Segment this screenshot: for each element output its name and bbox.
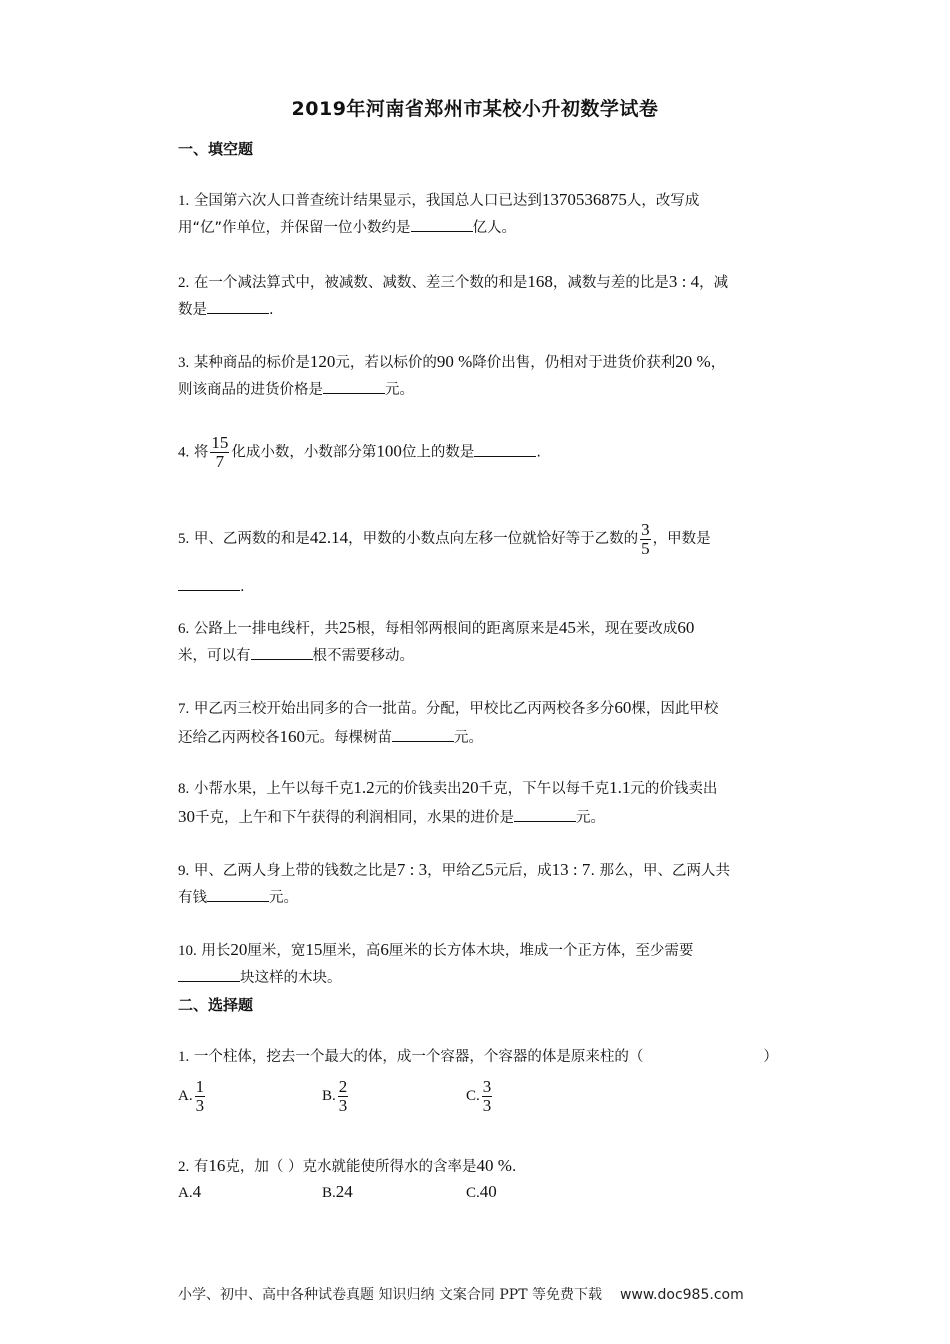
footer-url[interactable]: www.doc985.com xyxy=(619,1287,744,1303)
answer-blank[interactable] xyxy=(392,727,454,742)
question-4: 4. 将 $\frac{15}{7}$ 化成小数，小数部分第100位上的数是 . xyxy=(178,433,541,471)
page-title: 2019年河南省郑州市某校小升初数学试卷 xyxy=(291,98,659,120)
section-fill-in: 一、填空题 xyxy=(178,140,254,158)
footer-text: 小学、初中、高中各种试卷真题 知识归纳 文案合同 PPT 等免费下载 xyxy=(178,1287,602,1303)
question-6: 6. 公路上一排电线杆，共25根，每相邻两根间的距离原来是45米，现在要改成60 米，可以有 根不需要移动。 xyxy=(178,618,695,664)
question-3: 3. 某种商品的标价是120元，若以标价的90 %降价出售，仍相对于进货价获利20 %， 则该商品的进货价格是 元。 xyxy=(178,352,726,398)
question-2: 2. 在一个减法算式中，被减数、减数、差三个数的和是168，减数与差的比是3 : 4，减 数是 . xyxy=(178,272,729,318)
choice-question-1: 1. 一个柱体，挖去一个最大的体，成一个容器，个容器的体是原来柱的（ ） xyxy=(178,1049,778,1065)
section-multiple-choice: 二、选择题 xyxy=(178,996,254,1014)
answer-blank[interactable] xyxy=(178,576,240,591)
question-1: 1. 全国第六次人口普查统计结果显示，我国总人口已达到1370536875人，改写成 用“亿”作单位，并保留一位小数约是 亿人。 xyxy=(178,190,700,236)
answer-blank[interactable] xyxy=(514,807,576,822)
answer-blank[interactable] xyxy=(323,379,385,394)
option-a[interactable]: A.4 xyxy=(178,1182,202,1201)
option-c[interactable]: C. $\frac{3}{3}$ xyxy=(466,1077,492,1115)
question-10: 10. 用长20厘米，宽15厘米，高6厘米的长方体木块，堆成一个正方体，至少需要 块这样的木块。 xyxy=(178,940,694,986)
answer-blank[interactable] xyxy=(411,217,473,232)
question-index: 1. xyxy=(178,193,190,209)
option-c[interactable]: C.40 xyxy=(466,1182,497,1201)
option-b[interactable]: B. $\frac{2}{3}$ xyxy=(322,1077,348,1115)
answer-blank[interactable] xyxy=(178,967,240,982)
answer-blank[interactable] xyxy=(207,299,269,314)
option-a[interactable]: A. $\frac{1}{3}$ xyxy=(178,1077,205,1115)
answer-blank[interactable] xyxy=(207,887,269,902)
fraction: $\frac{15}{7}$ xyxy=(211,433,229,471)
choice-question-2: 2. 有16克，加（ ）克水就能使所得水的含率是40 %. xyxy=(178,1156,517,1175)
option-b[interactable]: B.24 xyxy=(322,1182,353,1201)
answer-blank[interactable] xyxy=(474,442,536,457)
fraction: $\frac{3}{5}$ xyxy=(641,519,650,558)
question-9: 9. 甲、乙两人身上带的钱数之比是7 : 3，甲给乙5元后，成13 : 7. 那么，甲、乙两人共 有钱 元。 xyxy=(178,860,731,906)
question-7: 7. 甲乙丙三校开始出同多的合一批苗。分配，甲校比乙丙两校各多分60棵，因此甲校 还给乙丙两校各160元。每棵树苗 元。 xyxy=(178,698,719,746)
question-5: 5. 甲、乙两数的和是42.14，甲数的小数点向左移一位就恰好等于乙数的 $\frac{3}{5}$ ，甲数是 . xyxy=(178,519,711,595)
answer-blank[interactable] xyxy=(251,645,313,660)
question-8: 8. 小帮水果，上午以每千克1.2元的价钱卖出20千克，下午以每千克1.1元的价钱卖出 30千克，上午和下午获得的利润相同，水果的进价是 元。 xyxy=(178,778,718,826)
page-footer xyxy=(178,1284,744,1304)
